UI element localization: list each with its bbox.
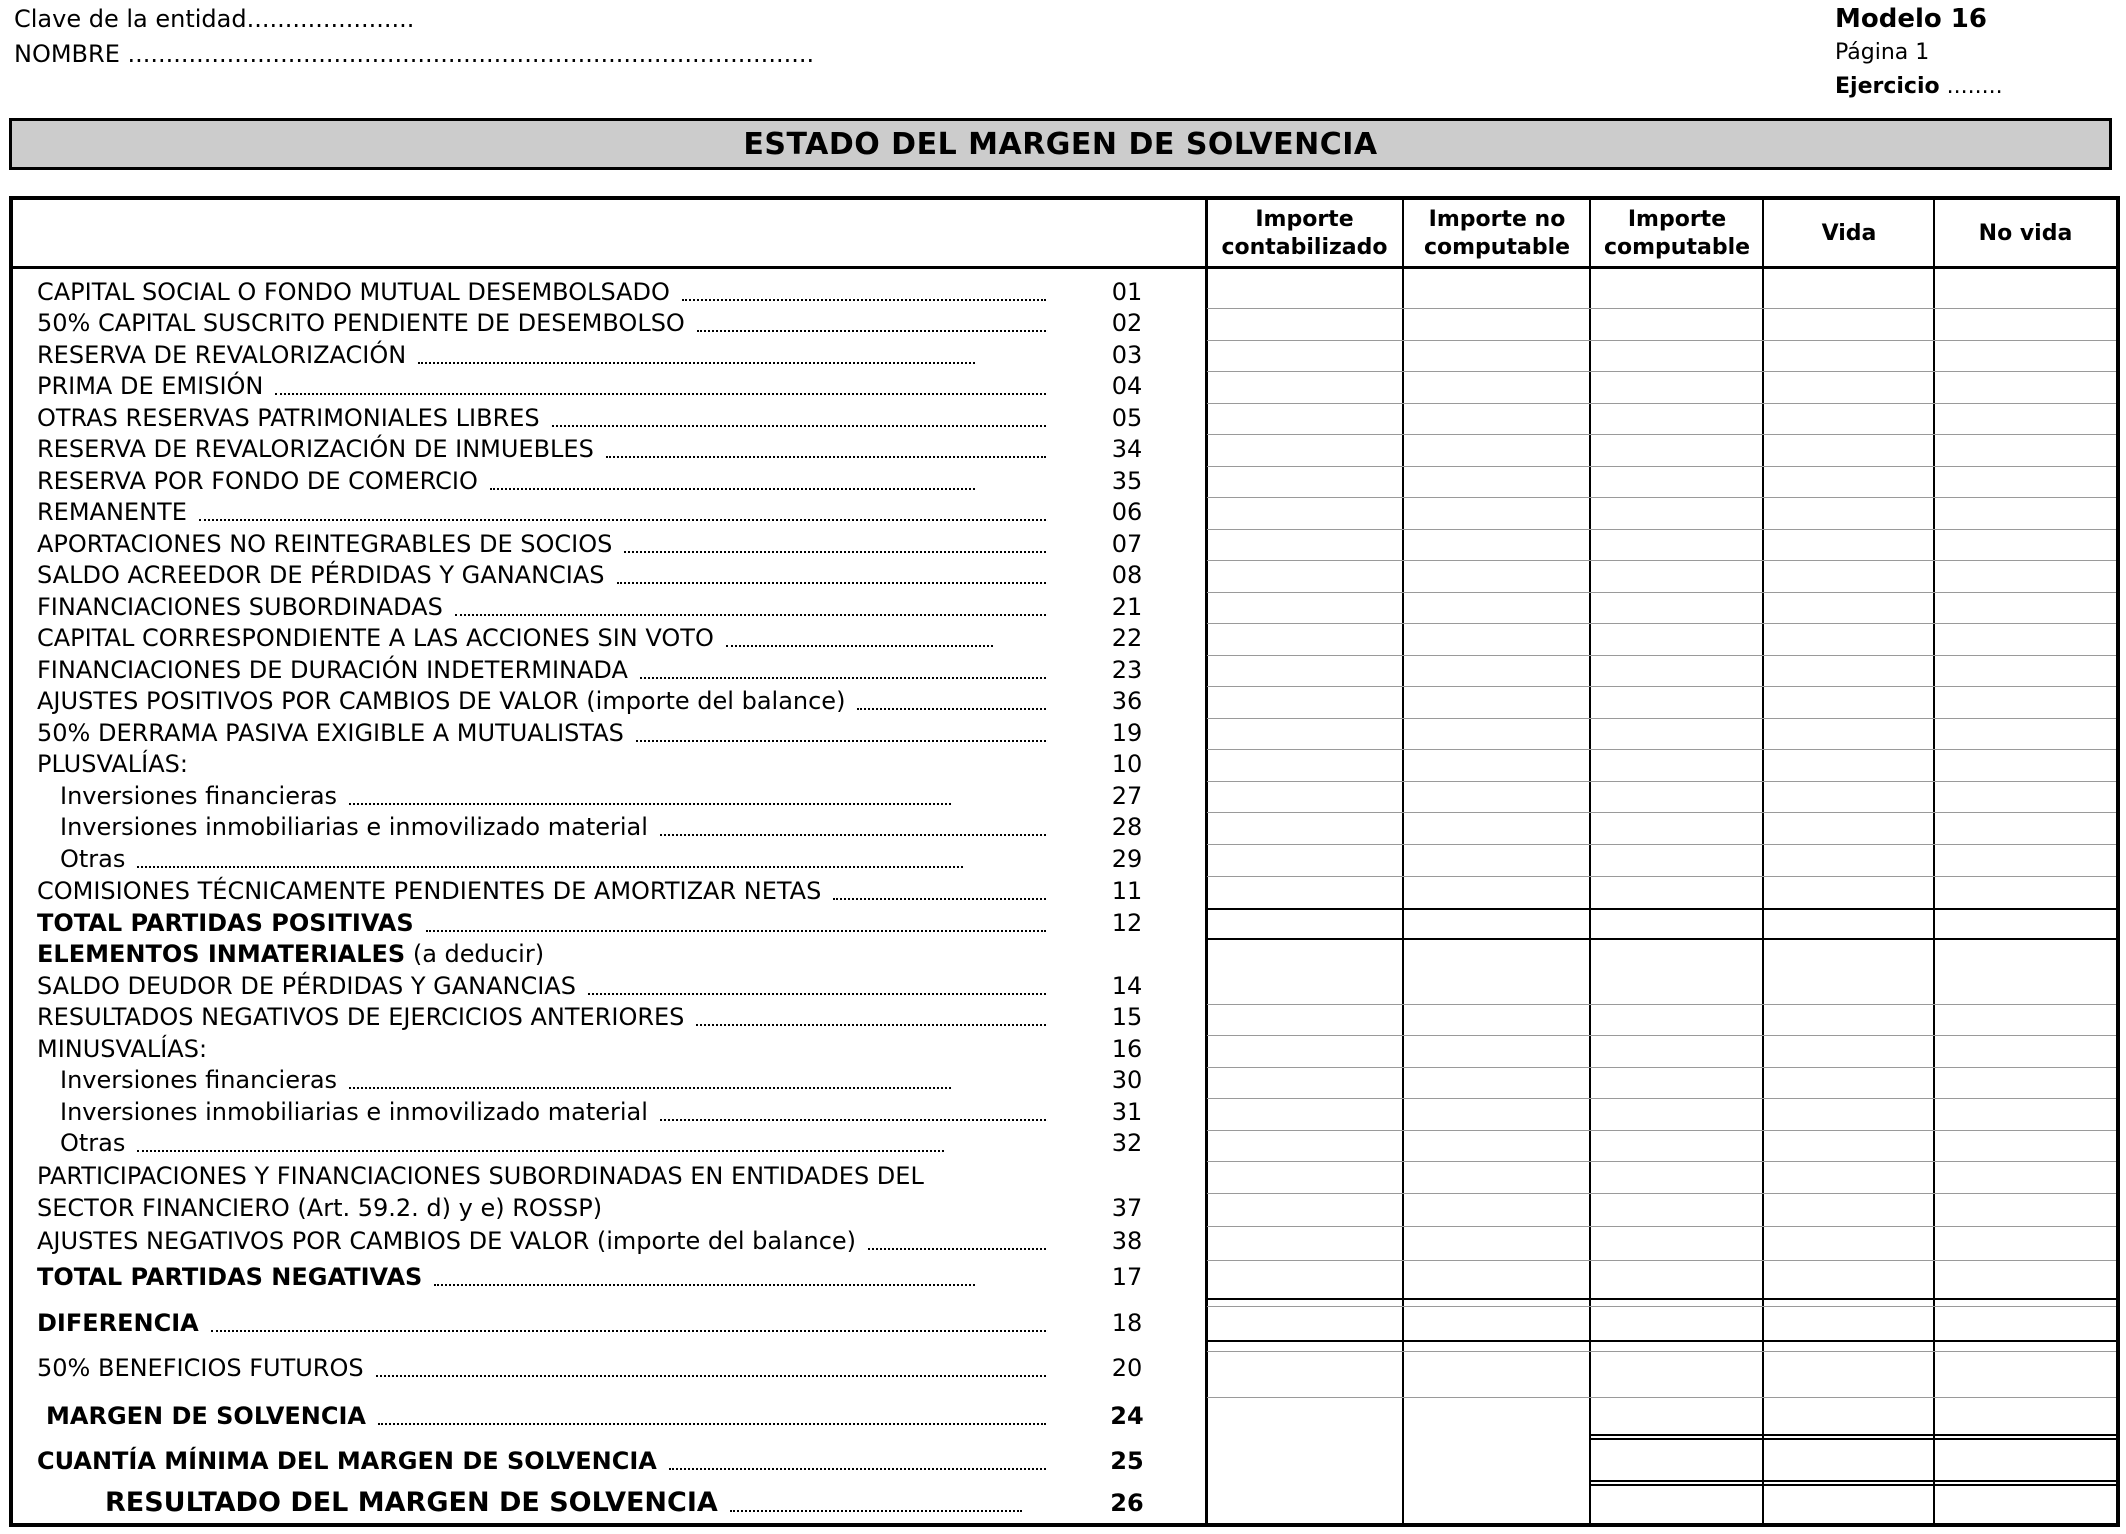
dot-leader xyxy=(868,1248,1046,1250)
dot-leader xyxy=(617,582,1046,584)
row-label-text: REMANENTE xyxy=(37,498,187,526)
row-code: 38 xyxy=(1111,1227,1143,1255)
row-label-text: DIFERENCIA xyxy=(37,1309,199,1337)
row-code: 24 xyxy=(1110,1402,1144,1430)
row-label-text: CUANTÍA MÍNIMA DEL MARGEN DE SOLVENCIA xyxy=(37,1447,657,1475)
row-label xyxy=(37,624,714,652)
row-label xyxy=(37,1194,602,1222)
grid-line xyxy=(1207,876,2116,877)
row-label xyxy=(37,309,685,337)
row-label-text: SALDO ACREEDOR DE PÉRDIDAS Y GANANCIAS xyxy=(37,561,605,589)
row-code: 23 xyxy=(1111,656,1143,684)
form-info xyxy=(1835,2,2003,104)
grid-line xyxy=(1207,529,2116,530)
dot-leader xyxy=(730,1510,1022,1512)
row-label-text: FINANCIACIONES SUBORDINADAS xyxy=(37,593,443,621)
dot-leader xyxy=(434,1284,975,1286)
row-label-text: TOTAL PARTIDAS POSITIVAS xyxy=(37,909,414,937)
row-label xyxy=(60,1129,125,1157)
grid-line xyxy=(1207,466,2116,467)
row-label xyxy=(37,1354,364,1382)
dot-leader xyxy=(640,677,1046,679)
row-label xyxy=(37,1447,657,1475)
dot-leader xyxy=(137,1150,944,1152)
row-code: 05 xyxy=(1111,404,1143,432)
row-code: 11 xyxy=(1111,877,1143,905)
grid-line xyxy=(1207,371,2116,372)
row-code: 36 xyxy=(1111,687,1143,715)
ejercicio-dots: ........ xyxy=(1946,74,2003,99)
row-code: 14 xyxy=(1111,972,1143,1000)
dot-leader xyxy=(697,330,1046,332)
row-label xyxy=(37,404,540,432)
row-code: 30 xyxy=(1111,1066,1143,1094)
row-label xyxy=(37,940,544,968)
row-code: 20 xyxy=(1111,1354,1143,1382)
row-label xyxy=(37,750,188,778)
row-label-text: APORTACIONES NO REINTEGRABLES DE SOCIOS xyxy=(37,530,613,558)
row-label xyxy=(37,278,670,306)
row-code: 08 xyxy=(1111,561,1143,589)
row-code: 19 xyxy=(1111,719,1143,747)
grid-line xyxy=(1207,1351,2116,1352)
row-label-text: TOTAL PARTIDAS NEGATIVAS xyxy=(37,1263,423,1291)
row-code: 31 xyxy=(1111,1098,1143,1126)
grid-line xyxy=(1207,844,2116,845)
grid-line xyxy=(1933,198,1935,1525)
row-label-text: RESULTADOS NEGATIVOS DE EJERCICIOS ANTERIORES xyxy=(37,1003,685,1031)
row-code: 26 xyxy=(1110,1489,1144,1517)
row-code: 22 xyxy=(1111,624,1143,652)
grid-line xyxy=(1207,1306,2116,1307)
pagina-label: Página 1 xyxy=(1835,40,1930,65)
row-label-text: RESERVA DE REVALORIZACIÓN DE INMUEBLES xyxy=(37,435,594,463)
row-code: 07 xyxy=(1111,530,1143,558)
row-label-text: RESULTADO DEL MARGEN DE SOLVENCIA xyxy=(105,1487,718,1518)
row-label xyxy=(60,813,648,841)
row-label-text: FINANCIACIONES DE DURACIÓN INDETERMINADA xyxy=(37,656,628,684)
row-label xyxy=(37,593,443,621)
dot-leader xyxy=(199,519,1046,521)
grid-line xyxy=(1762,198,1764,1525)
row-label xyxy=(60,1066,337,1094)
grid-line xyxy=(1591,1484,2116,1486)
dot-leader xyxy=(682,299,1046,301)
row-label xyxy=(37,1309,199,1337)
row-label-text: AJUSTES NEGATIVOS POR CAMBIOS DE VALOR (importe del balance) xyxy=(37,1227,857,1255)
row-label xyxy=(37,909,414,937)
grid-line xyxy=(1207,938,2116,940)
row-label xyxy=(37,435,594,463)
grid-line xyxy=(1207,1067,2116,1068)
grid-line xyxy=(1207,1340,2116,1342)
grid-line xyxy=(13,266,2116,269)
row-code: 21 xyxy=(1111,593,1143,621)
row-label xyxy=(37,1162,924,1190)
dot-leader xyxy=(426,930,1046,932)
grid-line xyxy=(1207,1004,2116,1005)
row-code: 34 xyxy=(1111,435,1143,463)
dot-leader xyxy=(349,1087,951,1089)
col-header-importe-no-computable: Importe no computable xyxy=(1423,207,1571,260)
row-code: 17 xyxy=(1111,1263,1143,1291)
row-label xyxy=(37,1003,684,1031)
grid-line xyxy=(1207,1226,2116,1227)
row-code: 10 xyxy=(1111,750,1143,778)
row-label-text: COMISIONES TÉCNICAMENTE PENDIENTES DE AMORTIZAR NETAS xyxy=(37,877,822,905)
row-label-text: PLUSVALÍAS: xyxy=(37,750,188,778)
row-code: 27 xyxy=(1111,782,1143,810)
modelo-label: Modelo 16 xyxy=(1835,4,1987,34)
grid-line xyxy=(1207,434,2116,435)
row-label xyxy=(60,845,125,873)
dot-leader xyxy=(624,551,1046,553)
row-label-text: CAPITAL SOCIAL O FONDO MUTUAL DESEMBOLSADO xyxy=(37,278,670,306)
row-label-text: AJUSTES POSITIVOS POR CAMBIOS DE VALOR (importe del balance) xyxy=(37,687,846,715)
dot-leader xyxy=(275,393,1046,395)
row-code: 25 xyxy=(1110,1447,1144,1475)
nombre-label: NOMBRE .......................................................................................... xyxy=(14,40,815,68)
dot-leader xyxy=(588,993,1046,995)
grid-line xyxy=(1207,340,2116,341)
row-code: 28 xyxy=(1111,813,1143,841)
dot-leader xyxy=(349,803,951,805)
entity-header xyxy=(14,2,814,72)
grid-line xyxy=(1207,497,2116,498)
grid-line xyxy=(1591,1434,2116,1436)
grid-line xyxy=(1207,1130,2116,1131)
grid-line xyxy=(1207,560,2116,561)
row-label-text: CAPITAL CORRESPONDIENTE A LAS ACCIONES SIN VOTO xyxy=(37,624,714,652)
row-label xyxy=(37,1263,422,1291)
grid-line xyxy=(1207,592,2116,593)
ejercicio-field xyxy=(1835,70,2003,104)
row-code: 02 xyxy=(1111,309,1143,337)
grid-line xyxy=(1205,198,1208,1525)
dot-leader xyxy=(137,866,963,868)
dot-leader xyxy=(211,1330,1046,1332)
grid-line xyxy=(1402,198,1404,1525)
dot-leader xyxy=(455,614,1046,616)
dot-leader xyxy=(833,898,1046,900)
row-label-text: Otras xyxy=(60,845,126,873)
row-code: 32 xyxy=(1111,1129,1143,1157)
row-label-text: Inversiones inmobiliarias e inmovilizado material xyxy=(60,1098,648,1126)
row-code: 37 xyxy=(1111,1194,1143,1222)
ejercicio-label: Ejercicio xyxy=(1835,74,1940,99)
grid-line xyxy=(1207,908,2116,910)
row-label-text: 50% BENEFICIOS FUTUROS xyxy=(37,1354,364,1382)
row-label xyxy=(37,1035,207,1063)
dot-leader xyxy=(726,645,993,647)
grid-line xyxy=(1589,198,1591,1525)
row-code: 16 xyxy=(1111,1035,1143,1063)
dot-leader xyxy=(660,834,1046,836)
grid-line xyxy=(1591,1480,2116,1482)
solvency-table xyxy=(9,196,2120,1527)
grid-line xyxy=(1207,1193,2116,1194)
row-label-text: 50% CAPITAL SUSCRITO PENDIENTE DE DESEMBOLSO xyxy=(37,309,685,337)
row-label xyxy=(105,1489,718,1517)
row-label xyxy=(37,498,187,526)
row-code: 03 xyxy=(1111,341,1143,369)
row-label-text: Inversiones financieras xyxy=(60,782,338,810)
row-label xyxy=(37,561,605,589)
row-label xyxy=(60,1098,648,1126)
row-label-text: PRIMA DE EMISIÓN xyxy=(37,372,264,400)
grid-line xyxy=(1207,1298,2116,1300)
row-code: 15 xyxy=(1111,1003,1143,1031)
row-label-text: MINUSVALÍAS: xyxy=(37,1035,208,1063)
row-label xyxy=(37,467,478,495)
dot-leader xyxy=(418,362,975,364)
grid-line xyxy=(1207,718,2116,719)
dot-leader xyxy=(376,1375,1046,1377)
grid-line xyxy=(1207,308,2116,309)
row-code: 04 xyxy=(1111,372,1143,400)
row-label xyxy=(46,1402,366,1430)
dot-leader xyxy=(552,425,1046,427)
row-label-suffix: (a deducir) xyxy=(405,940,545,968)
row-label xyxy=(37,656,628,684)
grid-line xyxy=(1207,403,2116,404)
row-label-text: Otras xyxy=(60,1129,126,1157)
row-label xyxy=(37,877,821,905)
row-label-text: ELEMENTOS INMATERIALES xyxy=(37,940,406,968)
grid-line xyxy=(1207,686,2116,687)
grid-line xyxy=(1207,749,2116,750)
row-label-text: RESERVA POR FONDO DE COMERCIO xyxy=(37,467,478,495)
row-label xyxy=(37,341,406,369)
col-header-importe-computable: Importe computable xyxy=(1603,207,1751,260)
dot-leader xyxy=(669,1468,1046,1470)
dot-leader xyxy=(490,488,975,490)
row-label-text: MARGEN DE SOLVENCIA xyxy=(46,1402,366,1430)
col-header-no-vida: No vida xyxy=(1978,221,2073,246)
col-header-importe-contabilizado: Importe contabilizado xyxy=(1221,207,1388,260)
grid-line xyxy=(1207,1161,2116,1162)
grid-line xyxy=(1207,1397,2116,1398)
dot-leader xyxy=(606,456,1046,458)
dot-leader xyxy=(857,708,1046,710)
row-code: 18 xyxy=(1111,1309,1143,1337)
row-code: 12 xyxy=(1111,909,1143,937)
grid-line xyxy=(1207,1260,2116,1261)
grid-line xyxy=(1207,781,2116,782)
row-code: 01 xyxy=(1111,278,1143,306)
grid-line xyxy=(1207,1035,2116,1036)
grid-line xyxy=(1207,812,2116,813)
grid-line xyxy=(1207,1098,2116,1099)
row-label xyxy=(37,372,263,400)
dot-leader xyxy=(378,1423,1046,1425)
row-label-text: SECTOR FINANCIERO (Art. 59.2. d) y e) ROSSP) xyxy=(37,1194,603,1222)
page-title: ESTADO DEL MARGEN DE SOLVENCIA xyxy=(9,118,2112,170)
row-code: 35 xyxy=(1111,467,1143,495)
dot-leader xyxy=(660,1119,1046,1121)
row-label-text: PARTICIPACIONES Y FINANCIACIONES SUBORDINADAS EN ENTIDADES DEL xyxy=(37,1162,924,1190)
grid-line xyxy=(1207,623,2116,624)
row-label xyxy=(37,1227,856,1255)
grid-line xyxy=(1207,655,2116,656)
row-label-text: SALDO DEUDOR DE PÉRDIDAS Y GANANCIAS xyxy=(37,972,576,1000)
clave-entidad-label: Clave de la entidad...................... xyxy=(14,5,415,33)
row-label-text: Inversiones inmobiliarias e inmovilizado material xyxy=(60,813,648,841)
row-code: 29 xyxy=(1111,845,1143,873)
col-header-vida: Vida xyxy=(1821,221,1877,246)
row-label xyxy=(37,687,845,715)
row-label-text: Inversiones financieras xyxy=(60,1066,338,1094)
dot-leader xyxy=(636,740,1046,742)
row-label-text: 50% DERRAMA PASIVA EXIGIBLE A MUTUALISTAS xyxy=(37,719,624,747)
dot-leader xyxy=(696,1024,1046,1026)
row-label xyxy=(37,972,576,1000)
row-code: 06 xyxy=(1111,498,1143,526)
row-label xyxy=(37,719,624,747)
row-label-text: OTRAS RESERVAS PATRIMONIALES LIBRES xyxy=(37,404,540,432)
row-label xyxy=(37,530,612,558)
row-label-text: RESERVA DE REVALORIZACIÓN xyxy=(37,341,407,369)
grid-line xyxy=(1591,1438,2116,1440)
row-label xyxy=(60,782,337,810)
